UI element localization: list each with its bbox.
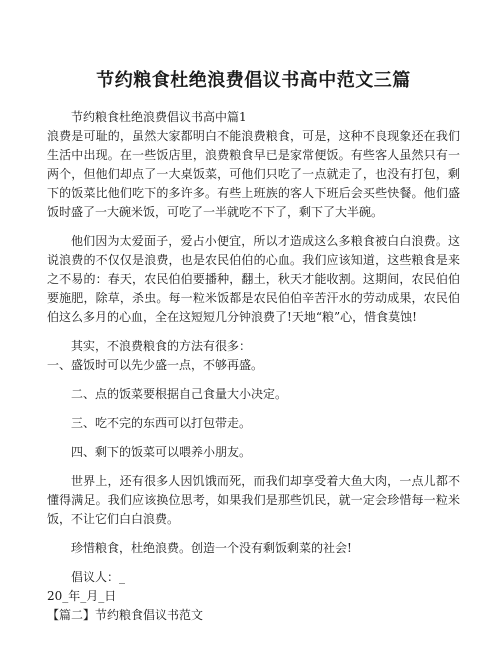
paragraph-2: 他们因为太爱面子，爱占小便宜，所以才造成这么多粮食被白白浪费。这说浪费的不仅仅是浪费，也是农民伯伯的心血。我们应该知道，这些粮食是来之不易的：春天，农民伯伯要播种，翻土，秋天才能收割。这期间，农民伯伯要施肥，除草，杀虫。每一粒米饭都是农民伯伯辛苦汗水的劳动成果，农民伯伯这么多月的心血，全在这短短几分钟浪费了!天地“粮”心，惜食莫蚀! xyxy=(47,234,460,324)
section-subtitle: 节约粮食杜绝浪费倡议书高中篇1 xyxy=(71,110,247,124)
list-item-1: 一、盛饭时可以先少盛一点，不够再盛。 xyxy=(47,358,264,372)
document-title: 节约粮食杜绝浪费倡议书高中范文三篇 xyxy=(96,70,411,91)
list-item-3: 三、吃不完的东西可以打包带走。 xyxy=(71,416,252,430)
paragraph-1: 浪费是可耻的，虽然大家都明白不能浪费粮食，可是，这种不良现象还在我们生活中出现。在一些饭店里，浪费粮食早已是家常便饭。有些客人虽然只有一两个，但他们却点了一大桌饭菜，可他们只吃了一点就走了，也没有打包，剩下的饭菜比他们吃下的多许多。有些上班族的客人下班后会买些快餐。他们盛饭时盛了一大碗米饭，可吃了一半就吃不下了，剩下了大半碗。 xyxy=(47,129,460,219)
signature-line: 倡议人：_ xyxy=(71,570,126,584)
list-item-4: 四、剩下的饭菜可以喂养小朋友。 xyxy=(71,445,252,459)
paragraph-3: 其实，不浪费粮食的方法有很多： xyxy=(71,339,252,353)
paragraph-5: 珍惜粮食，杜绝浪费。创造一个没有剩饭剩菜的社会! xyxy=(71,541,352,555)
date-line: 20_年_月_日 xyxy=(47,589,117,603)
next-section-heading: 【篇二】节约粮食倡议书范文 xyxy=(47,608,204,622)
list-item-2: 二、点的饭菜要根据自己食量大小决定。 xyxy=(71,387,288,401)
paragraph-4: 世界上，还有很多人因饥饿而死，而我们却享受着大鱼大肉，一点儿都不懂得满足。我们应该换位思考，如果我们是那些饥民，就一定会珍惜每一粒米饭，不让它们白白浪费。 xyxy=(47,474,460,526)
